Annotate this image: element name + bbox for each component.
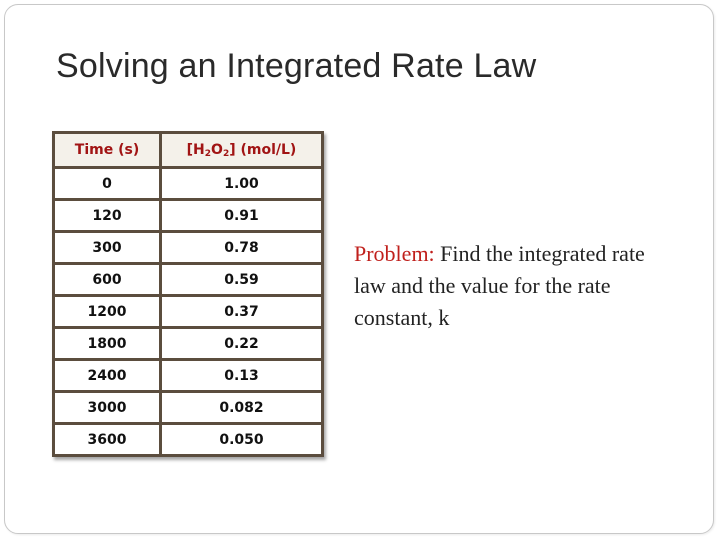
cell-time: 3000 — [55, 393, 162, 422]
header-concentration — [162, 134, 321, 166]
cell-concentration: 0.22 — [162, 329, 321, 358]
problem-label: Problem: — [354, 241, 435, 266]
table-row — [55, 297, 321, 326]
problem-statement — [354, 238, 674, 334]
slide-title: Solving an Integrated Rate Law — [56, 47, 537, 85]
table-row — [55, 265, 321, 294]
table-row — [55, 169, 321, 198]
cell-concentration: 0.78 — [162, 233, 321, 262]
data-table-frame — [52, 131, 324, 457]
cell-concentration: 0.37 — [162, 297, 321, 326]
cell-time: 300 — [55, 233, 162, 262]
cell-concentration: 1.00 — [162, 169, 321, 198]
table-row — [55, 201, 321, 230]
cell-time: 3600 — [55, 425, 162, 454]
header-time: Time (s) — [55, 134, 162, 166]
header-concentration-mid: O — [211, 141, 223, 158]
header-concentration-open: [H — [186, 141, 205, 158]
table-row — [55, 329, 321, 358]
cell-time: 1800 — [55, 329, 162, 358]
cell-time: 0 — [55, 169, 162, 198]
cell-concentration: 0.082 — [162, 393, 321, 422]
cell-time: 600 — [55, 265, 162, 294]
table-header-row — [55, 134, 321, 166]
cell-time: 120 — [55, 201, 162, 230]
header-concentration-close: ] (mol/L) — [229, 141, 297, 158]
table-row — [55, 233, 321, 262]
table-row — [55, 393, 321, 422]
concentration-time-table — [55, 131, 321, 457]
table-row — [55, 425, 321, 454]
header-concentration-sub-1: 2 — [204, 148, 212, 159]
header-concentration-sub-2: 2 — [222, 148, 230, 159]
cell-time: 1200 — [55, 297, 162, 326]
problem-text: Find the integrated rate law and the value for the rate constant, k — [354, 241, 645, 330]
cell-concentration: 0.91 — [162, 201, 321, 230]
cell-concentration: 0.050 — [162, 425, 321, 454]
cell-concentration: 0.13 — [162, 361, 321, 390]
cell-concentration: 0.59 — [162, 265, 321, 294]
table-row — [55, 361, 321, 390]
cell-time: 2400 — [55, 361, 162, 390]
